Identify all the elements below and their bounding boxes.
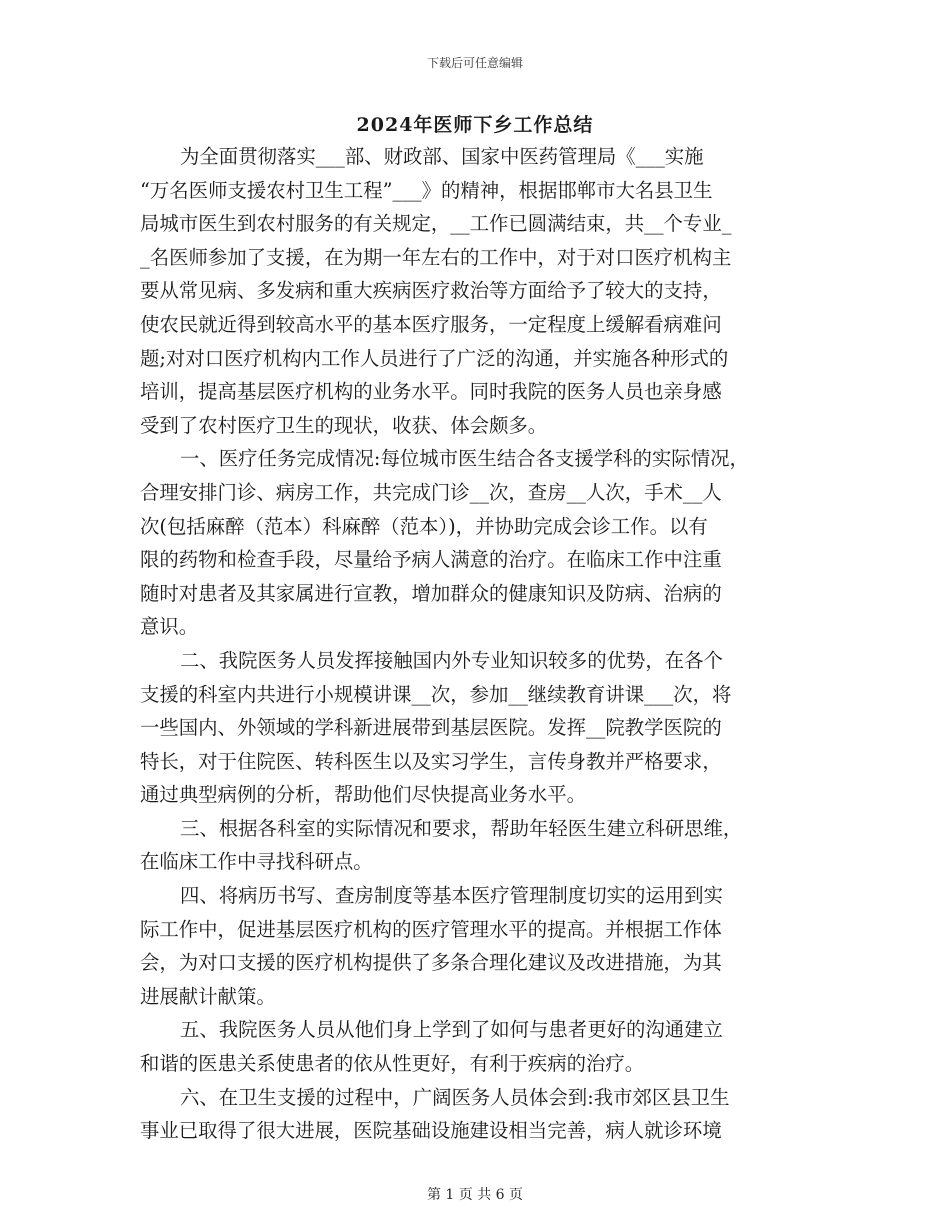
text-line: 六、在卫生支援的过程中，广阔医务人员体会到:我市郊区县卫生	[180, 1085, 730, 1109]
text-line: 通过典型病例的分析，帮助他们尽快提高业务水平。	[140, 783, 586, 807]
text-line: 和谐的医患关系使患者的依从性更好，有利于疾病的治疗。	[140, 1052, 645, 1076]
text-line: 要从常见病、多发病和重大疾病医疗救治等方面给予了较大的支持，	[140, 279, 722, 303]
text-line: 局城市医生到农村服务的有关规定，__工作已圆满结束，共__个专业_	[140, 212, 732, 236]
text-line: 随时对患者及其家属进行宣教，增加群众的健康知识及防病、治病的	[140, 581, 722, 605]
text-line: 一些国内、外领域的学科新进展带到基层医院。发挥__院教学医院的	[140, 716, 722, 740]
text-line: 培训，提高基层医疗机构的业务水平。同时我院的医务人员也亲身感	[140, 380, 722, 404]
text-line: 二、我院医务人员发挥接触国内外专业知识较多的优势，在各个	[180, 648, 723, 672]
text-line: 为全面贯彻落实___部、财政部、国家中医药管理局《___实施	[180, 145, 704, 168]
text-line: 会，为对口支援的医疗机构提供了多条合理化建议及改进措施，为其	[140, 951, 722, 975]
text-line: 次(包括麻醉（范本）科麻醉（范本）)，并协助完成会诊工作。以有	[140, 514, 708, 538]
text-line: 进展献计献策。	[140, 984, 276, 1008]
header-note: 下载后可任意编辑	[426, 56, 523, 70]
text-line: 使农民就近得到较高水平的基本医疗服务，一定程度上缓解看病难问	[140, 312, 722, 336]
page-footer: 第 1 页 共 6 页	[426, 1187, 524, 1203]
text-line: “万名医师支援农村卫生工程”___》的精神，根据邯郸市大名县卫生	[140, 178, 713, 202]
text-line: 题;对对口医疗机构内工作人员进行了广泛的沟通，并实施各种形式的	[140, 346, 729, 370]
text-line: 事业已取得了很大进展，医院基础设施建设相当完善，病人就诊环境	[140, 1119, 722, 1143]
text-line: 五、我院医务人员从他们身上学到了如何与患者更好的沟通建立	[180, 1018, 723, 1042]
text-line: 在临床工作中寻找科研点。	[140, 850, 373, 874]
text-line: 四、将病历书写、查房制度等基本医疗管理制度切实的运用到实	[180, 884, 723, 908]
text-line: 支援的科室内共进行小规模讲课__次，参加__继续教育讲课___次，将	[140, 682, 732, 706]
text-line: 一、医疗任务完成情况:每位城市医生结合各支援学科的实际情况，	[180, 447, 749, 471]
document-body	[140, 140, 810, 1148]
text-line: 受到了农村医疗卫生的现状，收获、体会颇多。	[140, 413, 548, 437]
text-line: 三、根据各科室的实际情况和要求，帮助年轻医生建立科研思维，	[180, 816, 743, 840]
text-line: 特长，对于住院医、转科医生以及实习学生，言传身教并严格要求，	[140, 749, 722, 773]
text-line: 际工作中，促进基层医疗机构的医疗管理水平的提高。并根据工作体	[140, 917, 722, 941]
text-line: _名医师参加了支援，在为期一年左右的工作中，对于对口医疗机构主	[140, 245, 732, 269]
document-title: 2024年医师下乡工作总结	[356, 114, 594, 136]
text-line: 合理安排门诊、病房工作，共完成门诊__次，查房__人次，手术__人	[140, 480, 722, 504]
text-line: 限的药物和检查手段，尽量给予病人满意的治疗。在临床工作中注重	[140, 548, 722, 572]
text-line: 意识。	[140, 615, 199, 639]
